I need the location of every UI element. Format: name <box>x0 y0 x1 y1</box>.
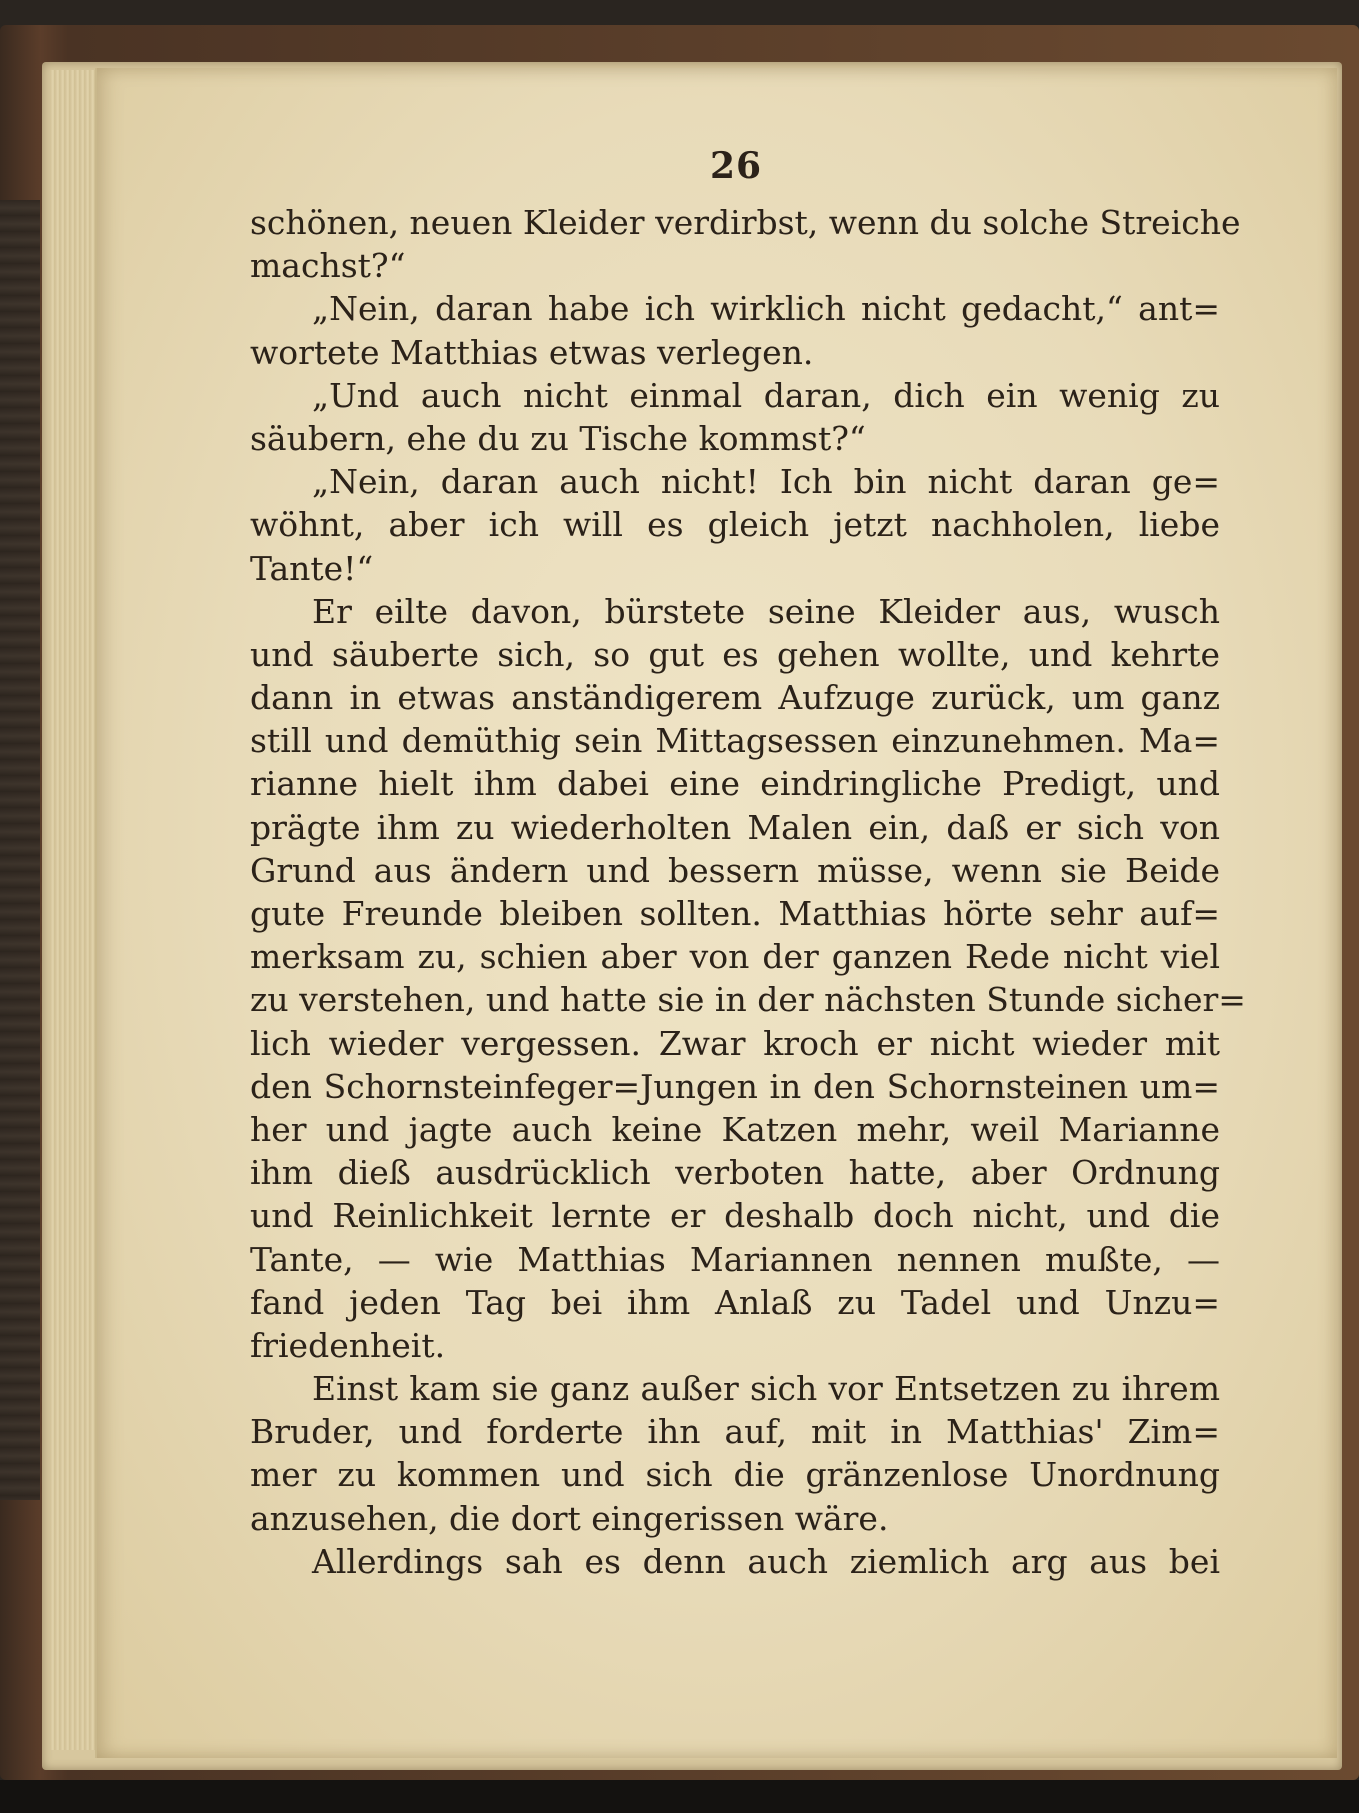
scan-bottom-edge <box>0 1780 1359 1813</box>
text-line: „Nein, daran auch nicht! Ich bin nicht daran ge= <box>312 462 1220 502</box>
text-line: Einst kam sie ganz außer sich vor Entsetzen zu ihrem <box>312 1369 1220 1409</box>
text-line: still und demüthig sein Mittagsessen einzunehmen. Ma= <box>250 721 1220 761</box>
page-edges <box>50 70 95 1750</box>
text-line: wortete Matthias etwas verlegen. <box>250 332 814 372</box>
text-line: gute Freunde bleiben sollten. Matthias hörte sehr auf= <box>250 894 1220 933</box>
text-line: Er eilte davon, bürstete seine Kleider aus, wusch <box>312 591 1220 631</box>
text-line: friedenheit. <box>250 1325 446 1365</box>
text-line: fand jeden Tag bei ihm Anlaß zu Tadel und Unzu= <box>250 1282 1220 1322</box>
text-line: Tante, — wie Matthias Mariannen nennen mußte, — <box>250 1239 1220 1279</box>
text-line: her und jagte auch keine Katzen mehr, weil Marianne <box>250 1109 1220 1149</box>
text-line: den Schornsteinfeger=Jungen in den Schornsteinen um= <box>250 1066 1220 1106</box>
text-line: und Reinlichkeit lernte er deshalb doch nicht, und die <box>250 1196 1220 1236</box>
text-line: dann in etwas anständigerem Aufzuge zurück, um ganz <box>250 678 1220 718</box>
text-line: säubern, ehe du zu Tische kommst?“ <box>250 418 866 458</box>
text-line: „Und auch nicht einmal daran, dich ein wenig zu <box>312 375 1220 415</box>
page-number: 26 <box>709 145 763 187</box>
text-line: schönen, neuen Kleider verdirbst, wenn du solche Streiche <box>250 203 1241 242</box>
book-spine <box>0 200 40 1500</box>
text-line: merksam zu, schien aber von der ganzen Rede nicht viel <box>250 937 1220 977</box>
text-line: mer zu kommen und sich die gränzenlose Unordnung <box>250 1455 1220 1495</box>
text-line: wöhnt, aber ich will es gleich jetzt nachholen, liebe <box>250 505 1220 545</box>
text-line: lich wieder vergessen. Zwar kroch er nicht wieder mit <box>250 1023 1220 1063</box>
text-line: prägte ihm zu wiederholten Malen ein, daß er sich von <box>250 807 1220 847</box>
text-line: machst?“ <box>250 246 406 286</box>
text-line: ihm dieß ausdrücklich verboten hatte, aber Ordnung <box>250 1153 1220 1193</box>
text-line: anzusehen, die dort eingerissen wäre. <box>250 1498 889 1538</box>
text-line: und säuberte sich, so gut es gehen wollte, und kehrte <box>250 634 1220 674</box>
text-line: Bruder, und forderte ihn auf, mit in Matthias' Zim= <box>250 1412 1220 1452</box>
text-line: Grund aus ändern und bessern müsse, wenn sie Beide <box>250 850 1220 890</box>
text-line: Allerdings sah es denn auch ziemlich arg aus bei <box>312 1541 1220 1581</box>
text-line: „Nein, daran habe ich wirklich nicht gedacht,“ ant= <box>312 289 1220 329</box>
text-line: rianne hielt ihm dabei eine eindringliche Predigt, und <box>250 764 1220 804</box>
text-line: zu verstehen, und hatte sie in der nächsten Stunde sicher= <box>250 980 1246 1020</box>
text-line: Tante!“ <box>250 548 374 588</box>
page-content <box>250 145 1246 1583</box>
